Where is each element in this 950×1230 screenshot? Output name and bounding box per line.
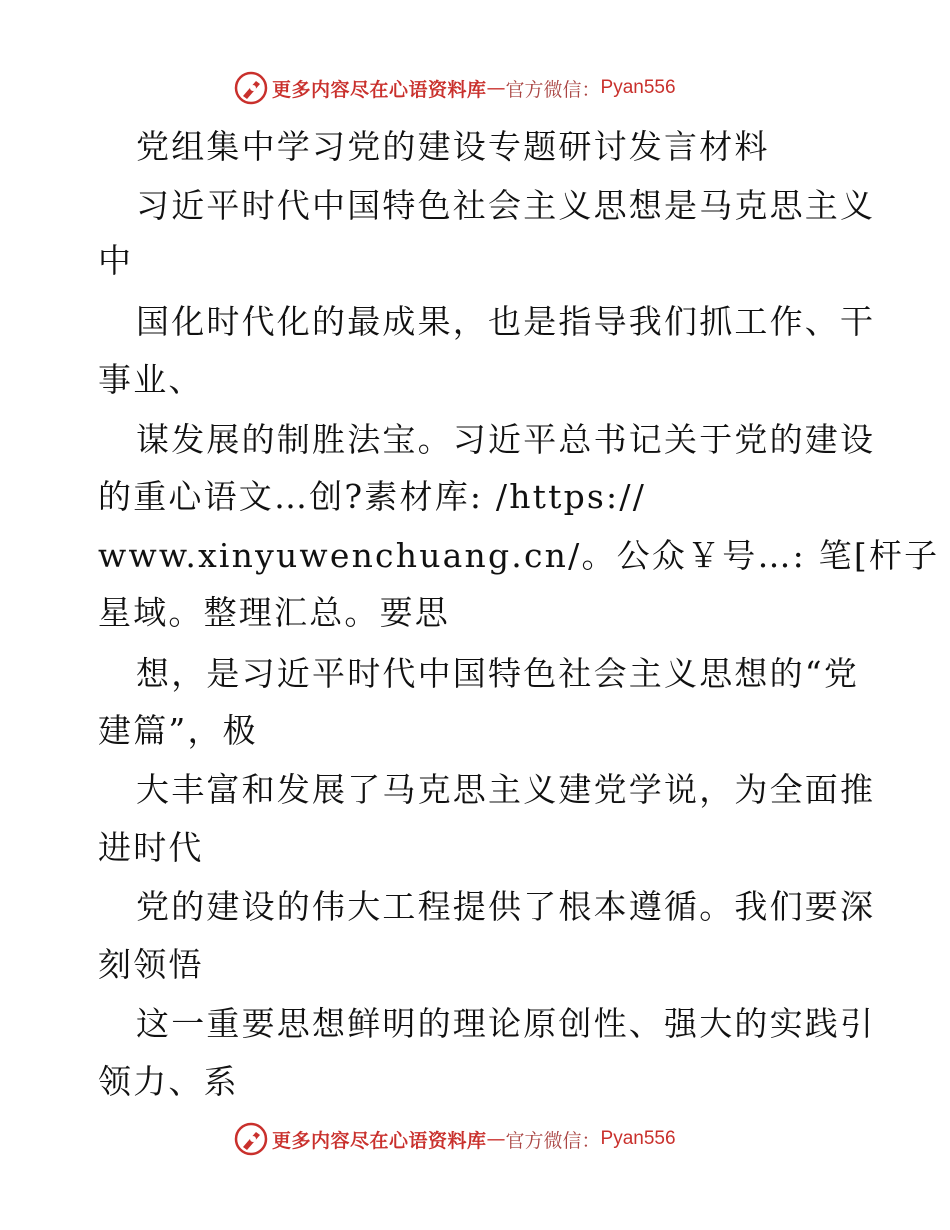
text-line: www.xinyuwenchuang.cn/。公众￥号…: 笔[杆子 <box>98 536 940 575</box>
text-line: 领力、系 <box>98 1062 239 1101</box>
pen-logo-icon <box>234 1122 268 1156</box>
text-line: 的重心语文…创?素材库: /https:// <box>98 477 647 516</box>
text-line: 大丰富和发展了马克思主义建党学说，为全面推 <box>136 770 876 809</box>
watermark-brand-text: 更多内容尽在心语资料库 <box>272 1129 487 1152</box>
watermark-wechat-id: Pyan556 <box>600 77 676 98</box>
text-line: 这一重要思想鲜明的理论原创性、强大的实践引 <box>136 1004 876 1043</box>
text-line: 党的建设的伟大工程提供了根本遵循。我们要深 <box>136 887 876 926</box>
text-line: 国化时代化的最成果，也是指导我们抓工作、干 <box>136 302 876 341</box>
watermark-official-label: 官方微信： <box>505 1129 601 1152</box>
text-line: 刻领悟 <box>98 945 204 984</box>
text-line: 中 <box>98 241 134 280</box>
watermark-brand-text: 更多内容尽在心语资料库 <box>272 78 487 101</box>
footer-watermark <box>234 1121 714 1157</box>
watermark-wechat-id: Pyan556 <box>600 1128 676 1149</box>
watermark-official-label: 官方微信： <box>505 78 601 101</box>
text-line: 谋发展的制胜法宝。习近平总书记关于党的建设 <box>136 420 876 459</box>
text-line: 想，是习近平时代中国特色社会主义思想的“党 <box>136 654 860 693</box>
text-line: 进时代 <box>98 828 204 867</box>
text-line: 建篇”，极 <box>98 711 258 750</box>
text-line: 习近平时代中国特色社会主义思想是马克思主义 <box>136 186 876 225</box>
watermark-separator: — <box>486 77 506 99</box>
text-line: 星域。整理汇总。要思 <box>98 593 450 632</box>
watermark-separator: — <box>486 1128 506 1150</box>
document-title: 党组集中学习党的建设专题研讨发言材料 <box>136 127 770 166</box>
text-line: 事业、 <box>98 360 204 399</box>
